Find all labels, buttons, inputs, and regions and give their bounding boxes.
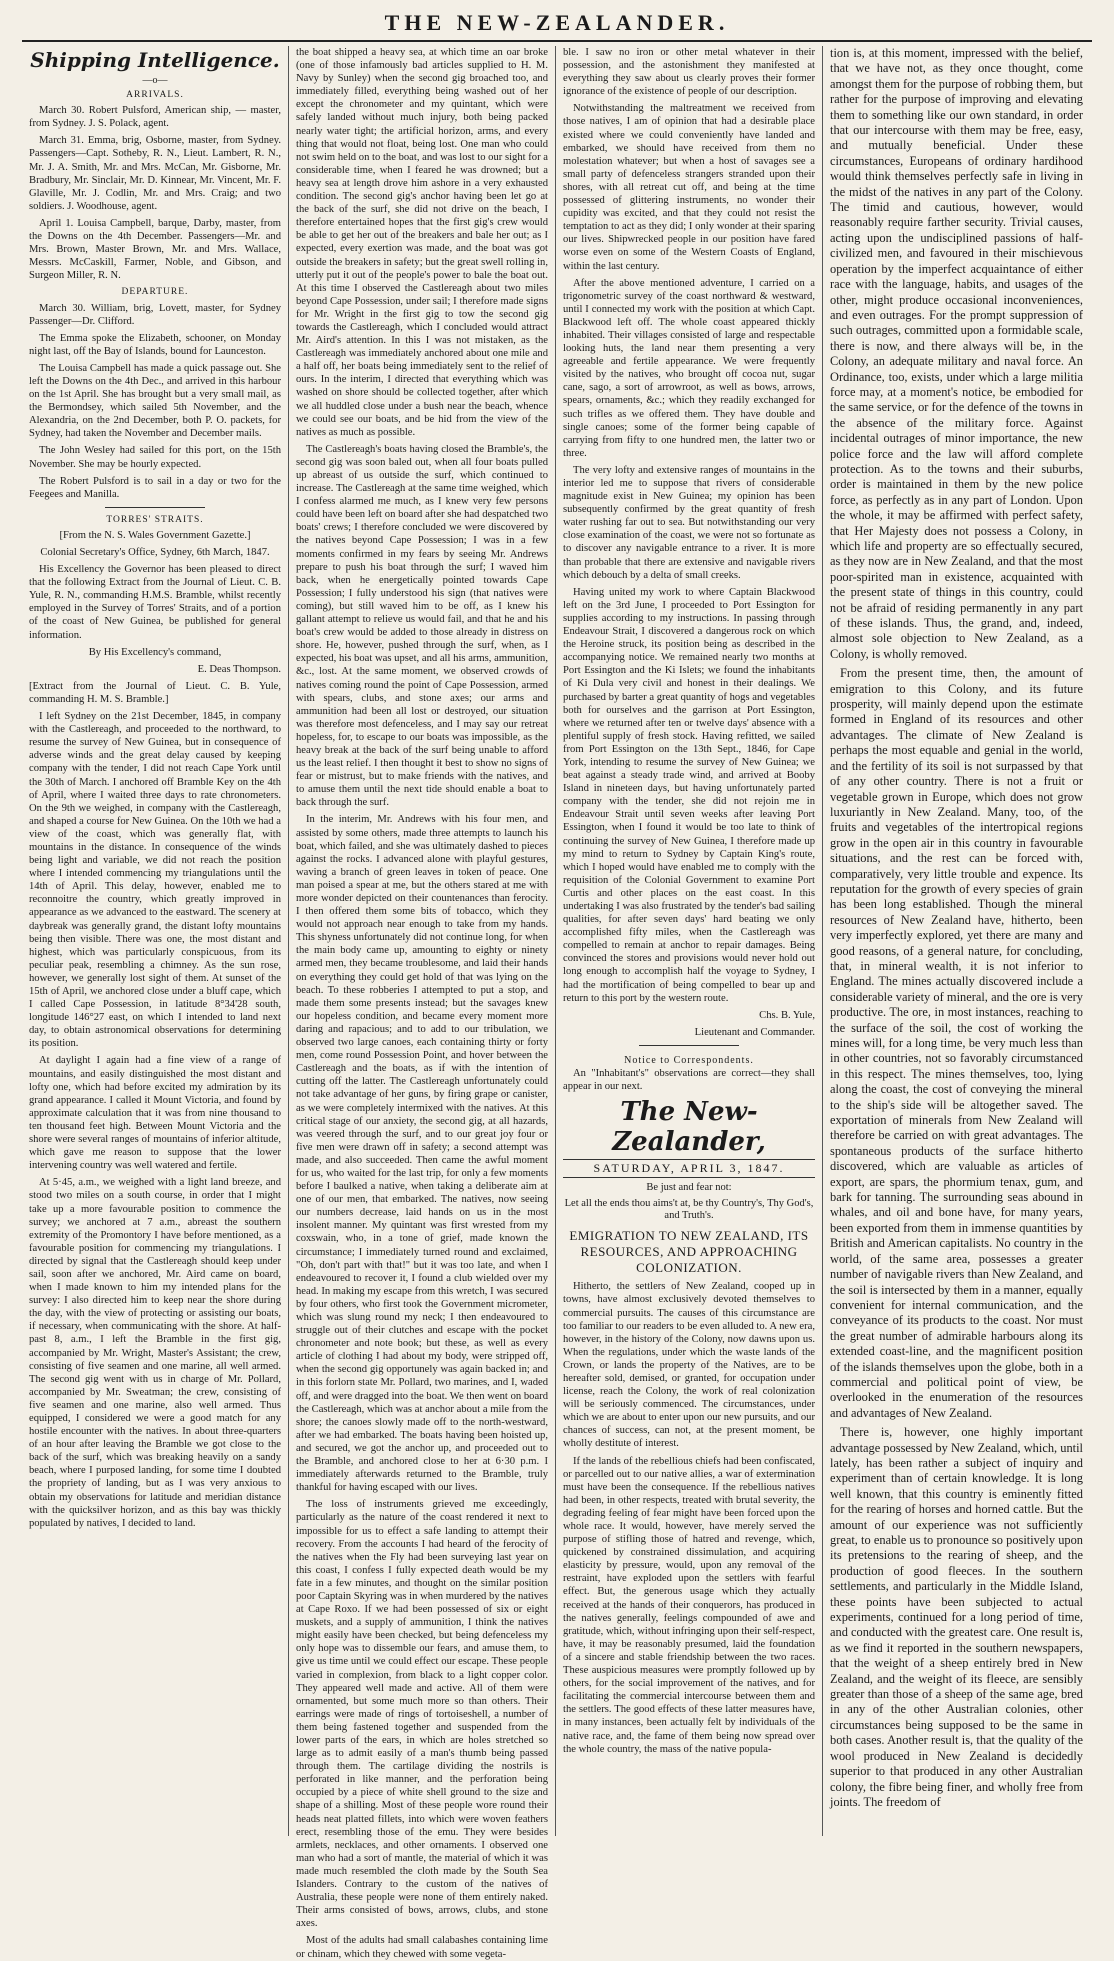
column-3 bbox=[556, 46, 823, 1836]
divider bbox=[639, 1045, 740, 1046]
extract-heading: [Extract from the Journal of Lieut. C. B. Yule, commanding H. M. S. Bramble.] bbox=[29, 680, 281, 705]
torres-intro: His Excellency the Governor has been pleased to direct that the following Extract from the Journal of Lieut. C. B. Yule, R. N., commanding H.M.S. Bramble, whilst recently employed in the Survey of Torres' Straits, and of a portion of the coast of New Guinea, be published for general information. bbox=[29, 564, 281, 641]
article-paragraph: The Castlereagh's boats having closed the Bramble's, the second gig was soon baled out, when all four boats pulled up abreast of us outside the surf, which continued to increase. The Castlereagh at the same time weighed, which I confess alarmed me much, as I knew very few persons could have been left on board after she had despatched two boats' crews; I therefore concluded we were discovered by the natives beyond Cape Possession; I was in a few moments confirmed in my fears by seeing Mr. Andrews prepare to push his boat through the surf; I waved him back, when he energetically pointed towards Cape Possession; I fully understood his sign (that natives were coming), but still waved him to be off, as I knew his gallant attempt to relieve us would fail, and that he and his boat's crew would be added to those already in distress on shore. He, however, pushed through the surf, when, as I expected, his boat was upset, and all his arms, ammunition, &c., lost. At the same moment, we observed crowds of natives coming round the point of Cape Possession, armed with spears, clubs, and stone axes; our arms and ammunition had been all lost or destroyed, our situation was therefore most defenceless, and I may say our retreat hopeless, for, to escape to our boats was impossible, as the heavy break at the back of the surf being unable to afford us the least relief. I then thought it best to show no signs of fear or mistrust, but to make friends with the natives, and to amuse them until the next tide should enable a boat to back through the surf. bbox=[296, 443, 548, 809]
news-item: The Emma spoke the Elizabeth, schooner, on Monday night last, off the Bay of Islands, bound for Launceston. bbox=[29, 332, 281, 357]
torres-by: By His Excellency's command, bbox=[88, 646, 222, 658]
yule-title: Lieutenant and Commander. bbox=[694, 1026, 815, 1038]
torres-signature: E. Deas Thompson. bbox=[197, 663, 281, 675]
separator: —o— bbox=[142, 75, 168, 86]
notice-text: An "Inhabitant's" observations are correct—they shall appear in our next. bbox=[563, 1068, 815, 1093]
article-paragraph: The loss of instruments grieved me exceedingly, particularly as the nature of the coast rendered it next to impossible for us to effect a safe landing to attempt their recovery. From the accounts I had heard of the ferocity of the natives when the Fly had been surveying last year on this coast, I confess I fully expected death would be my fate in a few minutes, and thought on the similar position poor Captain Skyring was in when murdered by the natives at Cape Roxo. If we had been possessed of six or eight muskets, and a supply of ammunition, I think the natives might easily have been checked, but being defenceless my only hope was to dissemble our fears, and amuse them, to give us time until we could effect our escape. These people varied in complexion, from black to a light copper color. They appeared well made and active. All of them were ornamented, but some much more so than others. Their earrings were made of rings of tortoiseshell, a number of them being fastened together and suspended from the lower parts of the ears, in which are holes stretched so large as to admit easily of a man's thumb being passed through them. The cartilage dividing the nostrils is perforated in like manner, and the perforation being occupied by a piece of white shell ground to the size and shape of a shilling. Most of these people wore round their heads neat platted fillets, into which were woven feathers erect, resembling those of the emu. They were besides armlets, necklaces, and other ornaments. I observed one man who had a sort of mantle, the material of which it was made much resembled the cloth made by the South Sea Islanders. Contrary to the custom of the natives of Australia, these people were none of them entirely naked. Their arms consisted of bows, arrows, clubs, and stone axes. bbox=[296, 1499, 548, 1930]
notice-heading: Notice to Correspondents. bbox=[624, 1054, 754, 1066]
arrivals-heading: ARRIVALS. bbox=[126, 90, 184, 101]
editorial-paragraph: From the present time, then, the amount of emigration to this Colony, and its future prosperity, will mainly depend upon the estimate formed in England of its resources and other advantages. The climate of New Zealand is perhaps the most equable and genial in the world, and the fertility of its soil is not surpassed by that of any other country. There is not a fruit or vegetable grown in Europe, which does not grow luxuriantly in New Zealand. Many, too, of the fruits and vegetables of the intertropical regions grow in the open air in this country in favourable situations, and the rest can be forced with, comparatively, very little trouble and expence. Its reputation for the growth of every species of grain has been long established. Though the mineral resources of New Zealand have, hitherto, been very imperfectly explored, yet there are many and good reasons, of a general nature, for concluding, that, in mineral wealth, it is not inferior to England. The mines actually discovered include a considerable variety of mineral, and the ore is very productive. The ore, in most instances, reaching to the surface of the soil, the cost of working the mines will, for a long time, be very much less than in other countries, not so favorably circumstanced in this respect. The mines themselves, too, lying along the coast, the cost of conveying the mineral to the ship's side will be altogether saved. The exportation of minerals from New Zealand will therefore be carried on with great advantages. The spontaneous products of the surface hitherto discovered, which are valuable as articles of export, are spars, the phormium tenax, gum, and bark for tanning. The surrounding seas abound in whales, and oil and bone have, for many years, been exported from them in immense quantities by British and American capitalists. No country in the world, of the same area, possesses a greater number of navigable rivers than New Zealand, and the soil is intersected by them in a manner, equally convenient for internal communication, and the conveyance of its products to the coast. Nor must the great number of admirable harbours along its extended coast-line, and the magnificent position of the islands themselves upon the globe, both in a commercial and political point of view, be overlooked in the enumeration of the resources and advantages of New Zealand. bbox=[830, 666, 1083, 1420]
article-paragraph: Notwithstanding the maltreatment we received from those natives, I am of opinion that had a desirable place existed where we could conveniently have landed and embarked, we should have received from them no molestation whatever; but when a host of savages see a small party of defenceless strangers stranded upon their shores, with all retreat cut off, and being at the time possessed of glittering instruments, no wonder their cupidity was excited, and that they could not resist the temptation to act as they did; I only wonder at their sparing our lives. Shipwrecked people in our position have fared worse even on some of the Western Coasts of England, within the last century. bbox=[563, 103, 815, 272]
motto-line-2: Let all the ends thou aims't at, be thy Country's, Thy God's, and Truth's. bbox=[564, 1198, 814, 1222]
editorial-paragraph: tion is, at this moment, impressed with the belief, that we have not, as they once thought, come amongst them for the purpose of robbing them, but rather for the purpose of improving and elevating them to something like our own standard, in order that our intercourse with them may be free, easy, and mutually beneficial. Under these circumstances, Europeans of ordinary hardihood would think themselves perfectly safe in living in the midst of the natives in any part of the Colony. The timid and cautious, however, would reasonably require farther security. Trivial causes, acting upon the undisciplined passions of half-civilized men, and favoured in their mischievous operation by the imperfect acquaintance of either race with the language, habits, and usages of the other, might produce occasional inconveniences, and even outrages. For the prompt suppression of such outrages, committed upon a formidable scale, there is now, and there always will be, in the Colony, an adequate military and naval force. An Ordinance, too, exists, under which a large militia force may, at a moment's notice, be embodied for the same service, or for the defence of the towns in the absence of the military force. Against incidental outrages of minor importance, the new police force and the law will afford complete protection. As to the towns and their suburbs, order is maintained in them by the new police force, as perfectly as in any part of London. Upon the whole, it may be affirmed with perfect safety, that Her Majesty does not possess a Colony, in which life and property are so effectually secured, as they now are in New Zealand, and that the most poor-spirited man in existence, acquainted with the present state of things in this country, could not be afraid of residing permanently in any part of these islands. Thus, the grand, and, indeed, almost sole objection to New Zealand, as a Colony, is wholly removed. bbox=[830, 46, 1083, 661]
news-item: The Robert Pulsford is to sail in a day or two for the Feegees and Manilla. bbox=[29, 475, 281, 500]
editorial-paragraph: If the lands of the rebellious chiefs had been confiscated, or parcelled out to our native allies, a war of extermination must have been the consequence. If the rebellious natives had been, in other respects, treated with brutal severity, the degrading feeling of fear might have been forced upon the whole race. It would, however, have merely served the purpose of stifling those of hatred and revenge, which, quickened by constrained dissimulation, and acquiring elasticity by pressure, would, upon any removal of the restraint, have exploded upon the settlers with fearful effect. But, the generous usage which they actually received at the hands of their conquerors, has produced in the natives generally, feelings compounded of awe and gratitude, which, without infringing upon their self-respect, have, it may be reasonably presumed, laid the foundation of a sincere and stable friendship between the two races. These auspicious measures were promptly followed up by others, for the social improvement of the natives, and for facilitating the commercial intercourse between them and the settlers. The good effects of these latter measures have, in many instances, been actually felt by individuals of the native race, and, the fame of them being now spread over the whole country, the mass of the native popula- bbox=[563, 1455, 815, 1755]
divider bbox=[105, 507, 206, 508]
article-paragraph: After the above mentioned adventure, I carried on a trigonometric survey of the coast northward & westward, until I connected my work with the position at which Capt. Blackwood left off. The whole coast appeared thickly inhabited. Their villages consisted of large and respectable looking huts, the land near them presenting a very agreeable and fertile appearance. We were frequently visited by the natives, who brought off cocoa nut, sugar cane, sago, a sort of arrowroot, as well as bows, arrows, spears, ornaments, &c.; which they readily exchanged for such trifles as we offered them. They have double and single canoes; some of the former being capable of carrying from fifty to one hundred men, the latter two or three. bbox=[563, 277, 815, 459]
article-paragraph: the boat shipped a heavy sea, at which time an oar broke (one of those infamously bad articles supplied to H. M. Navy by Sunley) when the second gig broached too, and immediately filled, everything being washed out of her except the chronometer and my quintant, which were safely landed without much injury, both being packed nearly water tight; the artificial horizon, arms, and every thing that would not float, being lost. One man who could not swim held on to the boat, and was lost to our sight for a considerable time, when I feared he was drowned; but a heavy sea at length drove him ashore in a very exhausted condition. The second gig's anchor having been let go at the back of the surf, she did not drive on the beach, I therefore entertained hopes that the first gig's crew would be able to get her out of the breakers and bale her out; as I expected, every exertion was made, and the boat was got outside the breakers in safety; but the great swell rolling in, utterly put it out of the people's power to bale the boat out. At this time I observed the Castlereagh about two miles beyond Cape Possession, under sail; I therefore made signs for Mr. Wright in the first gig to tow the second gig towards the Castlereagh, which I concluded would attract Mr. Aird's attention. In this I was not mistaken, as the Castlereagh was immediately anchored about one mile and a half off, her boats being immediately sent to the relief of ours. In the interim, I directed that everything which was washed on shore should be collected together, after which we all huddled close under a bush near the beach, whence we could see our boats, and be hid from the view of the natives as much as possible. bbox=[296, 47, 548, 438]
editorial-paragraph: There is, however, one highly important advantage possessed by New Zealand, which, until lately, has been rather a subject of inquiry and experiment than of certain knowledge. It is long well known, that this country is eminently fitted for the rearing of horses and horned cattle. But the amount of our experience was not sufficiently great, to enable us to pronounce so positively upon its pretensions to the rearing of sheep, and the production of good fleeces. In the southern settlements, and particularly in the Middle Island, these points have been subjected to actual experiments, continued for a long period of time, and conducted with the greatest care. One result is, as we find it reported in the southern newspapers, that the weight of a sheep entirely bred in New Zealand, and the weight of its fleece, are sensibly greater than those of a sheep of the same age, bred in any of the other Australian colonies, other circumstances being supposed to be the same in both cases. Another result is, that the quality of the wool produced in New Zealand is decidedly superior to that produced in any other Australian colony, the fibre being finer, and wholly free from joints. The freedom of bbox=[830, 1425, 1083, 1809]
arrival-entry: April 1. Louisa Campbell, barque, Darby, master, from the Downs on the 4th December. Passengers—Mr. and Mrs. Brown, Master Brown, Mr. and Mrs. Wallace, Messrs. McCaskill, Farmer, Noble, and Gibson, and Surgeon Miller, R. N. bbox=[29, 217, 281, 282]
article-paragraph: At daylight I again had a fine view of a range of mountains, and easily distinguished the most distant and lofty one, which had before excited my admiration by its grand appearance. I called it Mount Victoria, and found by approximate calculation that it was from nine thousand to ten thousand feet high. Between Mount Victoria and the shore were several ranges of mountains of inferior altitude, which gave me reason to suppose that the lower intervening country was well watered and fertile. bbox=[29, 1055, 281, 1172]
motto-line-1: Be just and fear not: bbox=[646, 1182, 732, 1194]
news-item: The Louisa Campbell has made a quick passage out. She left the Downs on the 4th Dec., and arrived in this harbour on the 1st April. She has brought but a very small mail, as the Bermondsey, which sailed 5th November, and the Alexandria, on the 2nd December, both P. O. packets, for Sydney, had taken the November and December mails. bbox=[29, 362, 281, 440]
news-item: The John Wesley had sailed for this port, on the 15th November. She may be hourly expected. bbox=[29, 445, 281, 470]
column-4 bbox=[823, 46, 1090, 1836]
departure-entry: March 30. William, brig, Lovett, master, for Sydney Passenger—Dr. Clifford. bbox=[29, 302, 281, 327]
shipping-title: Shipping Intelligence. bbox=[30, 48, 280, 72]
torres-source: [From the N. S. Wales Government Gazette.] bbox=[59, 529, 251, 541]
columns bbox=[22, 46, 1092, 1960]
arrival-entry: March 30. Robert Pulsford, American ship, — master, from Sydney. J. S. Polack, agent. bbox=[29, 105, 281, 130]
editorial-heading: EMIGRATION TO NEW ZEALAND, ITS RESOURCES, AND APPROACHING COLONIZATION. bbox=[569, 1228, 809, 1276]
dateline: SATURDAY, APRIL 3, 1847. bbox=[563, 1159, 815, 1178]
masthead: THE NEW-ZEALANDER. bbox=[22, 8, 1092, 42]
torres-office: Colonial Secretary's Office, Sydney, 6th March, 1847. bbox=[40, 547, 270, 558]
departure-heading: DEPARTURE. bbox=[121, 287, 189, 298]
article-paragraph: ble. I saw no iron or other metal whatever in their possession, and the astonishment they manifested at everything they saw about us clearly proves their former ignorance of the existence of people of our description. bbox=[563, 47, 815, 98]
article-paragraph: Having united my work to where Captain Blackwood left on the 3rd June, I proceeded to Port Essington for supplies according to my instructions. In passing through Endeavour Strait, I discovered a dangerous rock on which the Heroine struck, its position being as described in the accompanying notice. We remained nearly two months at Port Essington and the Ki Islets; we found the inhabitants of Ki Dula very civil and honest in their dealings. We purchased by barter a great quantity of hogs and vegetables both for ourselves and the garrison at Port Essington, where we returned after ten or twelve days' absence with a plentiful supply of fresh stock. Having refitted, we sailed from Port Essington on the 13th Sept., 1846, for Cape York, intending to resume the survey of New Guinea; we beat against a steady trade wind, and arrived at Booby Island in nineteen days, but having unfortunately parted company with the tender, she did not rejoin me in Endeavour Strait until seven weeks after leaving Port Essington, when I found it would be too late to think of continuing the survey of New Guinea, I therefore made up my mind to return to Sydney by Captain King's route, which I hoped would have enabled me to comply with the requisition of the Colonial Government to examine Port Curtis and other places on the east coast. In this undertaking I was also frustrated by the tender's bad sailing qualities, for after seven days' hard beating we only accomplished fifty miles, when the Castlereagh was compelled to remain at anchor to repair damages. Being convinced the stores and provisions would never hold out long enough to accomplish half the voyage to Sydney, I had the mortification of being compelled to bear up and return to this port by the western route. bbox=[563, 586, 815, 1004]
article-paragraph: The very lofty and extensive ranges of mountains in the interior led me to suppose that rivers of considerable magnitude exist in New Guinea; my opinion has been subsequently confirmed by the great quantity of fresh water rushing far out to sea. But notwithstanding our very close examination of the coast, we were not so fortunate as to discover any navigable entrance to a river. It is more than probable that there are extensive and navigable rivers which debouch by a delta of small creeks. bbox=[563, 464, 815, 581]
article-paragraph: At 5·45, a.m., we weighed with a light land breeze, and stood two miles on a south course, in order that I might take up a more favourable position to commence the survey; we anchored at 7 a.m., abreast the southern extremity of the Promontory I have before mentioned, as a favourable position for commencing my triangulations. I directed by signal that the Castlereagh should keep under sail, soon after we anchored, Mr. Aird came on board, when I made known to him my intended plans for the survey: I also directed him to keep near the shore during the day, with the view of protecting or assisting our boats, if necessary, when communicating with the shore. At half-past 8, a.m., I left the Bramble in the first gig, accompanied by Mr. Wright, Master's Assistant; the crew, consisting of five seamen and one marine, all well armed. The second gig went with us in charge of Mr. Pollard, accompanied by Mr. Sweatman; the crew, consisting of five seamen and one marine, also well armed. Thus equipped, I considered we were a good match for any hostile encounter with the natives. In about three-quarters of an hour after leaving the Bramble we got close to the back of the surf, which was breaking heavily on a sandy beach, where I purposed landing, for some time I doubted the propriety of landing, but as I was very anxious to obtain my observations for latitude and meridian distance with the quicksilver horizon, and as this bay was thickly populated by natives, I decided to land. bbox=[29, 1177, 281, 1529]
paper-title: The New-Zealander, bbox=[612, 1097, 766, 1158]
article-paragraph: I left Sydney on the 21st December, 1845, in company with the Castlereagh, and proceeded to the northward, to resume the survey of New Guinea, but in consequence of adverse winds and the great delay caused by keeping company with the tender, I did not reach Cape York until the 30th of March. I anchored off Bramble Key on the 4th of April, where I waited three days to rate chronometers. On the 9th we weighed, in company with the Castlereagh, and shaped a course for New Guinea. On the 10th we had a view of the coast, which was generally flat, with mountains in the distance. In consequence of the winds being light and variable, we did not reach the position where I intended commencing my triangulations until the 14th of April. This delay, however, enabled me to reconnoitre the country, which greatly improved in appearance as we advanced to the eastward. The scenery at daybreak was generally grand, the distant lofty mountains being then visible. There was one, the most distant and highest, which was particularly conspicuous, from its peculiar peak, resembling a chimney. As the sun rose, however, we generally lost sight of them. At sunset of the 15th of April, we anchored close under a bluff cape, which I called Cape Possession, in latitude 8°34'28 south, longitude 146°27 east, on which I intended to land next day, to obtain astronomical observations for determining its position. bbox=[29, 711, 281, 1050]
column-2 bbox=[289, 46, 556, 1960]
column-1 bbox=[22, 46, 289, 1836]
arrival-entry: March 31. Emma, brig, Osborne, master, from Sydney. Passengers—Capt. Sotheby, R. N., Lieut. Lambert, R. N., Mr. J. A. Smith, Mr. and Mrs. McCan, Mr. Gisborne, Mr. Bradbury, Mr. Sinclair, Mr. D. Kinnear, Mr. Vincent, Mr. F. Glaville, Mr. J. Codlin, Mr. and Mrs. Craig; and two soldiers. J. Woodhouse, agent. bbox=[29, 135, 281, 212]
torres-heading: TORRES' STRAITS. bbox=[106, 514, 204, 525]
article-paragraph: In the interim, Mr. Andrews with his four men, and assisted by some others, made three attempts to launch his boat, which failed, and she was ultimately dashed to pieces against the rocks. I advanced alone with playful gestures, waving a branch of green leaves in token of peace. One man poised a spear at me, but the others stared at me with more wonder depicted on their countenances than ferocity. I then offered them some bits of tobacco, which they would not approach near enough to take from my hands. This shyness unfortunately did not continue long, for when the main body came up, amounting to eighty or ninety armed men, they became troublesome, and laid their hands on everything they could get hold of that was lying on the beach. To these robberies I attempted to put a stop, and made them some presents instead; but the savages knew our hopeless condition, and became every moment more daring and rapacious; and to add to our tribulation, we observed two large canoes, each containing thirty or forty men, come round Possession Point, and hover between the Castlereagh and the boats, as if with the intention of cutting off the latter. The Castlereagh unfortunately could not take advantage of her guns, by firing grape or canister, as we were completely intermixed with the natives. At this critical stage of our anxiety, the second gig, at all hazards, was veered through the surf, and to our great joy four or five men were drawn off in safety; a second attempt was made, and also succeeded. Then came the awful moment for us, who waited for the last trip, for only a few moments before I baulked a native, when taking a deliberate aim at one of our men, that embarked. The natives, now seeing our numbers decrease, laid hands on us in the most insolent manner. My quintant was first wrested from my coxswain, who, in a tone of grief, made known the circumstance; I immediately turned round and exclaimed, "Oh, don't part with that!" but it was too late, and when I endeavoured to recover it, I found a club wielded over my head. In making my escape from this wretch, I was secured by four others, who first took the Government micrometer, which was slung round my neck; I then endeavoured to struggle out of their clutches and escape with the pocket chronometer and note book; but these, as well as every article of clothing I had about my body, were stripped off, when the second gig opportunely was again backed in; and in this forlorn state Mr. Pollard, two marines, and I, waded off, and were dragged into the boat. We then went on board the Castlereagh, which was at anchor about a mile from the shore; the canoes slowly made off to the north-westward, after we had embarked. The boats having been hoisted up, and secured, we got the anchor up, and proceeded out to the Bramble, and anchored close to her at 6·30 p.m. I immediately afterwards returned to the Bramble, truly thankful for having escaped with our lives. bbox=[296, 814, 548, 1494]
article-paragraph: Most of the adults had small calabashes containing lime or chinam, which they chewed with some vegeta- bbox=[296, 1935, 548, 1960]
editorial-paragraph: Hitherto, the settlers of New Zealand, cooped up in towns, have almost exclusively devoted themselves to commercial pursuits. The causes of this circumstance are too familiar to our readers to be even alluded to. A new era, however, in the history of the Colony, now dawns upon us. When the regulations, under which the waste lands of the Crown, or lands the property of the Natives, are to be hereafter sold, demised, or granted, for occupation under license, reach the Colony, the work of real colonization will be seriously commenced. The circumstances, under which we are about to enter upon our new pursuits, and our chances of success, can not, at the present moment, be wholly destitute of interest. bbox=[563, 1281, 815, 1450]
yule-signature: Chs. B. Yule, bbox=[759, 1009, 815, 1021]
